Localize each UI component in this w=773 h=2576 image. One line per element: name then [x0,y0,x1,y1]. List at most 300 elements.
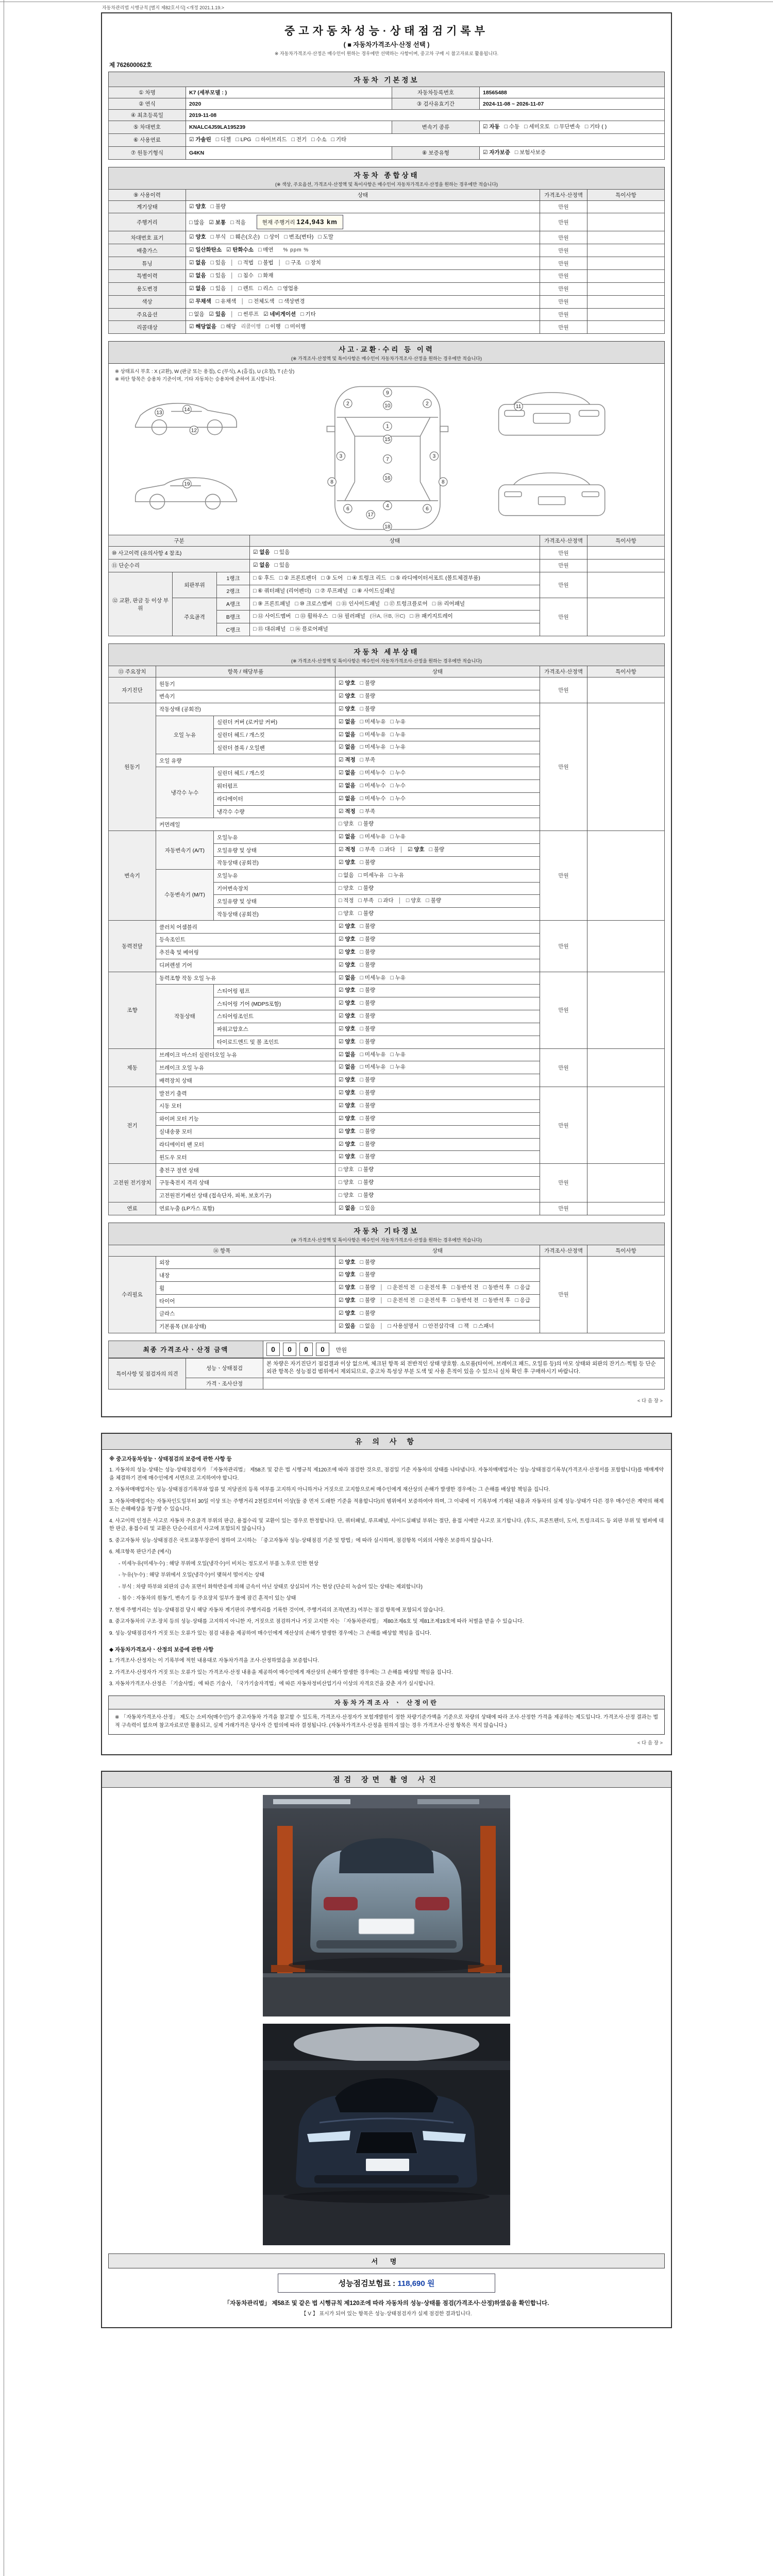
checkbox-unchecked[interactable]: □ 불량 [360,923,376,930]
checkbox-unchecked[interactable]: □ 불량 [360,1013,376,1020]
status-cell [335,1010,540,1023]
checkbox-unchecked[interactable]: □ 미세누유 [360,1051,386,1058]
checkbox-unchecked[interactable]: □ 운전석 후 [419,1284,447,1291]
checkbox-unchecked[interactable]: □ 불량 [360,680,376,687]
checkbox-unchecked[interactable]: □ 누유 [390,731,406,738]
checkbox-checked[interactable]: ☑ 양호 [339,1000,356,1007]
checkbox-unchecked[interactable]: □ 장치 [306,260,321,266]
final-price-label: 최종 가격조사ㆍ산정 금액 [109,1341,263,1358]
checkbox-unchecked[interactable]: □ 양호 [339,821,354,827]
checkbox-unchecked[interactable]: □ ⑭ 필러패널 [332,613,365,620]
checkbox-checked[interactable]: ☑ 양호 [339,692,356,699]
checkbox-unchecked[interactable]: □ 불량 [360,1297,376,1304]
checkbox-unchecked[interactable]: □ 미이행 [285,324,306,330]
status-cell [186,231,540,244]
opinion-who-1: 성능ㆍ상태점검 [186,1358,263,1378]
checkbox-unchecked[interactable]: □ ⑥ 쿼터패널 (리어펜더) [253,587,311,594]
checkbox-unchecked[interactable]: □ 응급 [515,1297,530,1304]
opinion-row-2 [109,1378,665,1389]
notice-item: 7. 현재 주행거리는 성능·상태점검 당시 해당 자동차 계기판의 주행거리를 기록한 것이며, 주행거리의 조작(변조) 여부는 점검 항목에 포함되지 않습니다. [109,1607,445,1613]
checkbox-checked[interactable]: ☑ 없음 [339,1064,356,1071]
checkbox-unchecked[interactable]: □ ④ 트렁크 리드 [347,574,386,581]
checkbox-checked[interactable]: ☑ 없음 [339,834,356,840]
checkbox-checked[interactable]: ☑ 양호 [339,961,356,968]
etc-note: (※ 가격조사·산정액 및 특이사항은 매수인이 자동차가격조사·산정을 원하는 경우에만 적습니다) [291,1237,482,1243]
opinion-table [108,1358,665,1390]
checkbox-checked[interactable]: ☑ 없음 [253,562,270,569]
checkbox-unchecked[interactable]: □ 기타 [300,311,316,317]
panel-row [109,572,665,585]
checkbox-checked[interactable]: ☑ 없음 [339,795,356,802]
checkbox-unchecked[interactable]: □ 누유 [390,1051,406,1058]
panel-number-text: 11 [515,404,522,410]
checkbox-unchecked[interactable]: □ 리스 [258,285,274,292]
checkbox-unchecked[interactable]: □ 구조 [285,260,301,266]
item-label: 구동축전지 격리 상태 [156,1177,335,1190]
panel-items [250,585,540,598]
checkbox-unchecked[interactable]: □ 없음 [339,872,354,878]
checkbox-unchecked[interactable]: □ 불량 [360,961,376,968]
checkbox-unchecked[interactable]: □ ⑧ 사이드실패널 [352,587,395,594]
checkbox-unchecked[interactable]: □ 운전석 전 [388,1297,415,1304]
checkbox-unchecked[interactable]: □ 동반석 후 [483,1297,511,1304]
checkbox-checked[interactable]: ☑ 양호 [339,705,356,712]
comprehensive-row [109,295,665,308]
remark-cell [587,921,665,972]
checkbox-checked[interactable]: ☑ 양호 [339,680,356,687]
checkbox-unchecked[interactable]: □ 부족 [360,846,376,853]
checkbox-checked[interactable]: ☑ 자가보증 [483,149,510,156]
checkbox-unchecked[interactable]: □ 불량 [360,1310,376,1316]
checkbox-unchecked[interactable]: □ 불량 [358,821,374,827]
comprehensive-note: (※ 색상, 주요옵션, 가격조사·산정액 및 특이사항은 매수인이 자동차가격조사·산정을 원하는 경우에만 적습니다) [275,181,498,187]
checkbox-unchecked[interactable]: □ 미세누수 [360,795,386,802]
checkbox-unchecked[interactable]: □ 미세누유 [360,834,386,840]
price-cell: 만원 [540,200,587,213]
status-cell [335,741,540,754]
checkbox-unchecked[interactable]: □ 부족 [360,808,376,815]
checkbox-checked[interactable]: ☑ 양호 [189,203,206,210]
checkbox-checked[interactable]: ☑ 가솔린 [189,136,211,143]
checkbox-unchecked[interactable]: □ 불량 [360,936,376,942]
checkbox-checked[interactable]: ☑ 없음 [339,1205,356,1211]
checkbox-checked[interactable]: ☑ 없음 [189,273,206,279]
remark-cell [587,231,665,244]
checkbox-checked[interactable]: ☑ 양호 [339,948,356,955]
panel-group-label: 주요골격 [173,598,217,636]
checkbox-checked[interactable]: ☑ 해당없음 [189,324,216,330]
checkbox-unchecked[interactable]: □ 불량 [360,1077,376,1083]
remark-cell [587,270,665,283]
checkbox-unchecked[interactable]: □ 적정 [339,897,354,904]
checkbox-unchecked[interactable]: □ 불량 [360,859,376,866]
checkbox-unchecked[interactable]: □ 보험사보증 [514,149,546,156]
status-cell [335,882,540,895]
rank-label: A랭크 [217,598,250,611]
checkbox-unchecked[interactable]: □ 기타 [331,136,347,143]
remark-cell [587,200,665,213]
status-cell [335,779,540,792]
checkbox-unchecked[interactable]: □ 미세누유 [360,974,386,981]
next-page-label-1: < 다 음 장 > [637,1398,663,1404]
status-cell [335,690,540,703]
item-label: 충전구 절연 상태 [156,1164,335,1177]
checkbox-unchecked[interactable]: □ 양호 [339,885,354,891]
item-label: 연료누출 (LP가스 포함) [156,1202,335,1215]
group-label: 조향 [109,972,156,1048]
checkbox-checked[interactable]: ☑ 적정 [339,757,356,764]
remark-cell [587,295,665,308]
status-cell [335,856,540,869]
panel-number-text: 6 [426,506,429,512]
checkbox-unchecked[interactable]: □ 전체도색 [248,298,275,304]
checkbox-unchecked[interactable]: □ 불량 [360,1090,376,1096]
checkbox-unchecked[interactable]: □ 있음 [210,260,226,266]
status-cell [335,934,540,946]
checkbox-unchecked[interactable]: □ 불량 [360,1284,376,1291]
checkbox-checked[interactable]: ☑ 양호 [339,1090,356,1096]
page-title-note: ※ 자동차가격조사·산정은 매수인이 원하는 경우에만 선택하는 사항이며, 중고차 구매 시 참고자료로 활용됩니다. [274,51,499,56]
checkbox-unchecked[interactable]: □ 누유 [389,872,404,878]
item-label: 휠 [156,1282,335,1295]
checkbox-checked[interactable]: ☑ 양호 [339,1115,356,1122]
checkbox-unchecked[interactable]: □ 불량 [358,1166,374,1173]
checkbox-unchecked[interactable]: □ 불량 [360,1038,376,1045]
section-final-price [108,1341,665,1390]
checkbox-unchecked[interactable]: □ 불량 [358,885,374,891]
checkbox-checked[interactable]: ☑ 없음 [253,549,270,556]
checkbox-checked[interactable]: ☑ 있음 [209,311,226,317]
checkbox-unchecked[interactable]: □ 불량 [358,1179,374,1186]
checkbox-unchecked[interactable]: □ ⑪ 인사이드패널 [337,600,380,607]
checkbox-unchecked[interactable]: □ 운전석 전 [388,1284,415,1291]
checkbox-checked[interactable]: ☑ 없음 [339,744,356,751]
checkbox-checked[interactable]: ☑ 없음 [189,285,206,292]
checkbox-unchecked[interactable]: □ 누수 [390,782,406,789]
subgroup-label: 자동변속기 (A/T) [156,831,214,870]
checkbox-unchecked[interactable]: □ 렌트 [238,285,254,292]
checkbox-checked[interactable]: ☑ 양호 [407,846,425,853]
checkbox-unchecked[interactable]: □ 화재 [258,273,274,279]
checkbox-checked[interactable]: ☑ 적정 [339,846,356,853]
checkbox-checked[interactable]: ☑ 양호 [339,1077,356,1083]
remark-cell [587,972,665,1048]
checkbox-checked[interactable]: ☑ 적정 [339,808,356,815]
checkbox-unchecked[interactable]: □ 불량 [360,1025,376,1032]
notice-title: 유 의 사 항 [102,1434,671,1450]
checkbox-checked[interactable]: ☑ 네비게이션 [263,311,296,317]
checkbox-unchecked[interactable]: □ 해당 [221,324,237,330]
checkbox-unchecked[interactable]: □ ⑱ 리어패널 [432,600,465,607]
basic-info-band [108,72,665,87]
checkbox-unchecked[interactable]: □ 과다 [380,846,395,853]
checkbox-unchecked[interactable]: □ 부족 [358,897,374,904]
status-cell [335,677,540,690]
checkbox-checked[interactable]: ☑ 양호 [339,1013,356,1020]
checkbox-unchecked[interactable]: □ 운전석 후 [419,1297,447,1304]
option-separator: │ [380,1298,383,1304]
document-number: 제 762600062호 [109,62,152,69]
checkbox-unchecked[interactable]: □ 있음 [210,273,226,279]
checkbox-unchecked[interactable]: □ 미세누수 [360,770,386,776]
checkbox-unchecked[interactable]: □ 사용설명서 [388,1323,419,1329]
checkbox-unchecked[interactable]: □ 변조(변타) [284,234,314,241]
checkbox-unchecked[interactable]: □ ② 프론트펜더 [279,574,317,581]
checkbox-checked[interactable]: ☑ 양호 [339,1297,356,1304]
device-row [109,1202,665,1215]
checkbox-checked[interactable]: ☑ 양호 [339,1038,356,1045]
checkbox-checked[interactable]: ☑ 없음 [339,974,356,981]
remark-cell [587,321,665,334]
checkbox-checked[interactable]: ☑ 양호 [339,1272,356,1278]
checkbox-unchecked[interactable]: □ 상이 [264,234,280,241]
mileage-box [257,215,343,229]
checkbox-unchecked[interactable]: □ 없음 [360,1323,376,1329]
checkbox-unchecked[interactable]: □ 불량 [358,910,374,917]
checkbox-unchecked[interactable]: □ ① 후드 [253,574,275,581]
checkbox-checked[interactable]: ☑ 양호 [339,1154,356,1160]
checkbox-unchecked[interactable]: □ 스패너 [473,1323,494,1329]
checkbox-unchecked[interactable]: □ 양호 [339,1192,354,1198]
checkbox-unchecked[interactable]: □ 누수 [390,795,406,802]
checkbox-unchecked[interactable]: □ 누유 [390,718,406,725]
checkbox-checked[interactable]: ☑ 양호 [339,1259,356,1265]
rear-view [499,473,605,516]
checkbox-checked[interactable]: ☑ 양호 [339,1284,356,1291]
checkbox-unchecked[interactable]: □ 세미오토 [524,124,550,130]
signature-statement: 「자동차관리법」 제58조 및 같은 법 시행규칙 제120조에 따라 자동차의 성능·상태를 점검(가격조사·산정)하였음을 확인합니다. [224,2300,549,2307]
section-detail [108,643,665,1215]
checkbox-unchecked[interactable]: □ 불법 [258,260,274,266]
checkbox-unchecked[interactable]: □ 불량 [360,987,376,994]
checkbox-unchecked[interactable]: □ 양호 [406,897,422,904]
device-row [109,921,665,934]
checkbox-unchecked[interactable]: □ ⑩ 크로스멤버 [295,600,332,607]
checkbox-unchecked[interactable]: □ 미세누유 [360,718,386,725]
price-cell: 만원 [540,831,587,921]
checkbox-unchecked[interactable]: □ 수동 [504,124,520,130]
checkbox-unchecked[interactable]: □ 불량 [429,846,445,853]
checkbox-checked[interactable]: ☑ 양호 [339,923,356,930]
option-separator: │ [399,847,403,853]
item-label: 작동상태 (공회전) [214,856,335,869]
checkbox-unchecked[interactable]: □ 미세누수 [360,782,386,789]
checkbox-checked[interactable]: ☑ 양호 [339,987,356,994]
basic-row-vin [109,121,665,134]
checkbox-checked[interactable]: ☑ 양호 [339,936,356,942]
checkbox-unchecked[interactable]: □ ⑲ 패키지트레이 [410,613,453,620]
checkbox-unchecked[interactable]: □ ③ 도어 [321,574,343,581]
checkbox-checked[interactable]: ☑ 무채색 [189,298,211,304]
checkbox-unchecked[interactable]: □ 썬루프 [238,311,259,317]
checkbox-unchecked[interactable]: □ 이행 [265,324,281,330]
checkbox-checked[interactable]: ☑ 양호 [339,1141,356,1147]
checkbox-unchecked[interactable]: □ 불량 [360,1259,376,1265]
item-label: 추진축 및 베어링 [156,946,335,959]
checkbox-unchecked[interactable]: □ ⑤ 라디에이터서포트 (볼트체결부품) [391,574,480,581]
checkbox-checked[interactable]: ☑ 없음 [339,731,356,738]
checkbox-unchecked[interactable]: □ LPG [236,136,251,143]
checkbox-unchecked[interactable]: □ 없음 [189,311,205,317]
status-cell [335,921,540,934]
notice-item: 4. 사고이력 인정은 사고로 자동차 주요골격 부위의 판금, 용접수리 및 교환이 있는 경우로 한정합니다. 단, 쿼터패널, 루프패널, 사이드실패널 부위는 절단, 용접 시에만 사고로 표기합니다. (후드, 프론트펜더, 도어, 트렁크리드 등 외판 부위 및 범퍼에 대한 판금, 용접수리 및 교환은 단순수리로서 사고에 포함되지 않습니다.) [109,1518,664,1532]
checkbox-checked[interactable]: ☑ 탄화수소 [226,247,254,253]
checkbox-unchecked[interactable]: □ 불량 [358,1192,374,1198]
panel-group-label: 외판부위 [173,572,217,598]
checkbox-unchecked[interactable]: □ ⑦ 루프패널 [315,587,348,594]
group-label: 자기진단 [109,677,156,703]
etc-item-header: ⑭ 항목 [109,1245,335,1256]
checkbox-unchecked[interactable]: □ 불량 [360,1102,376,1109]
usage-history-header: ⑨ 사용이력 [109,189,186,200]
panel-number-text: 6 [346,506,349,512]
checkbox-unchecked[interactable]: □ 전기 [291,136,307,143]
checkbox-unchecked[interactable]: □ 미세누유 [360,744,386,751]
checkbox-unchecked[interactable]: □ 있음 [274,549,290,556]
checkbox-unchecked[interactable]: □ 양호 [339,1166,354,1173]
checkbox-unchecked[interactable]: □ 불량 [360,1115,376,1122]
status-cell [335,805,540,818]
checkbox-checked[interactable]: ☑ 보통 [209,219,226,226]
checkbox-unchecked[interactable]: □ 있음 [210,285,226,292]
checkbox-unchecked[interactable]: □ 불량 [360,948,376,955]
checkbox-checked[interactable]: ☑ 양호 [339,1025,356,1032]
checkbox-unchecked[interactable]: □ 훼손(오손) [230,234,260,241]
status-cell [335,1202,540,1215]
item-label: 발전기 출력 [156,1087,335,1100]
checkbox-unchecked[interactable]: □ 잭 [459,1323,469,1329]
checkbox-unchecked[interactable]: □ 디젤 [215,136,231,143]
status-cell [335,1138,540,1151]
checkbox-checked[interactable]: ☑ 양호 [339,1102,356,1109]
checkbox-unchecked[interactable]: □ 양호 [339,910,354,917]
panel-items [250,623,540,636]
price-cell: 만원 [540,231,587,244]
checkbox-unchecked[interactable]: □ 동반석 후 [483,1284,511,1291]
panel-number-text: 9 [386,390,389,396]
rank-label: B랭크 [217,611,250,623]
checkbox-checked[interactable]: ☑ 없음 [339,770,356,776]
etc-title: 자동차 기타정보 [354,1227,419,1235]
checkbox-checked[interactable]: ☑ 양호 [339,1128,356,1134]
price-notice-item: 2. 가격조사·산정자가 거짓 또는 오류가 있는 가격조사·산정 내용을 제공하여 매수인에게 재산상의 손해가 발생한 경우에는 그 손해를 배상할 책임을 집니다. [109,1669,453,1675]
checkbox-unchecked[interactable]: □ 누유 [390,1064,406,1071]
checkbox-unchecked[interactable]: □ 불량 [426,897,441,904]
price-cell: 만원 [540,213,587,231]
checkbox-unchecked[interactable]: □ 도말 [318,234,333,241]
checkbox-unchecked[interactable]: □ 불량 [360,1141,376,1147]
checkbox-checked[interactable]: ☑ 없음 [339,1051,356,1058]
checkbox-unchecked[interactable]: □ 있음 [360,1205,376,1211]
status-cell [335,1151,540,1164]
checkbox-unchecked[interactable]: □ 유채색 [215,298,237,304]
checkbox-unchecked[interactable]: □ 많음 [189,219,205,226]
checkbox-unchecked[interactable]: □ 매연 [258,247,274,253]
checkbox-unchecked[interactable]: □ 미세누유 [360,731,386,738]
checkbox-unchecked[interactable]: □ 적음 [230,219,246,226]
checkbox-unchecked[interactable]: □ 양호 [339,1179,354,1186]
checkbox-unchecked[interactable]: □ 불량 [360,1128,376,1134]
checkbox-unchecked[interactable]: □ 누수 [390,770,406,776]
checkbox-unchecked[interactable]: □ 불량 [360,705,376,712]
checkbox-checked[interactable]: ☑ 양호 [339,859,356,866]
checkbox-checked[interactable]: ☑ 자동 [483,124,500,130]
checkbox-unchecked[interactable]: □ 불량 [360,692,376,699]
row-label: 주요옵션 [109,308,186,321]
checkbox-unchecked[interactable]: □ 미세누유 [358,872,384,878]
premium-label: 성능점검보험료 : [338,2279,396,2288]
page-subtitle: ( ■ 자동차가격조사·산정 선택 ) [343,41,430,48]
panel-number-text: 10 [384,403,391,409]
checkbox-unchecked[interactable]: □ 부식 [210,234,226,241]
checkbox-unchecked[interactable]: □ ⑫ 사이드멤버 [253,613,291,620]
item-label: 오일누유 [214,831,335,844]
checkbox-unchecked[interactable]: □ ⑮ 대쉬패널 [253,626,286,633]
checkbox-unchecked[interactable]: □ 색상변경 [279,298,305,304]
checkbox-unchecked[interactable]: □ 적법 [238,260,254,266]
price-cell: 만원 [540,244,587,257]
checkbox-unchecked[interactable]: □ 누유 [390,974,406,981]
remark-cell [587,1256,665,1333]
checkbox-unchecked[interactable]: □ ⑬ 휠하우스 [295,613,328,620]
checkbox-checked[interactable]: ☑ 일산화탄소 [189,247,222,253]
checkbox-checked[interactable]: ☑ 양호 [189,234,206,241]
price-notice-item: 3. 자동차가격조사·산정은 「기술사법」에 따른 기술사, 「국가기술자격법」에 따른 자동차정비산업기사 이상의 자격요건을 갖춘 자가 실시합니다. [109,1681,435,1687]
checkbox-unchecked[interactable]: □ 과다 [378,897,394,904]
checkbox-checked[interactable]: ☑ 있음 [339,1323,356,1329]
checkbox-unchecked[interactable]: □ 응급 [515,1284,530,1291]
item-label: 스티어링조인트 [214,1010,335,1023]
checkbox-unchecked[interactable]: □ ⑨ 프론트패널 [253,600,291,607]
checkbox-unchecked[interactable]: □ 불량 [210,203,226,210]
checkbox-unchecked[interactable]: □ 누유 [390,834,406,840]
panel-items [250,572,540,585]
checkbox-unchecked[interactable]: □ 하이브리드 [256,136,287,143]
checkbox-unchecked[interactable]: □ 동반석 전 [451,1297,479,1304]
subgroup-label: 오일 누유 [156,716,214,754]
checkbox-unchecked[interactable]: □ 침수 [238,273,254,279]
checkbox-unchecked[interactable]: □ 수소 [311,136,327,143]
checkbox-unchecked[interactable]: □ 영업용 [278,285,299,292]
checkbox-unchecked[interactable]: □ 안전삼각대 [423,1323,455,1329]
etc-header-row [109,1245,665,1256]
checkbox-unchecked[interactable]: □ 불량 [360,1000,376,1007]
accident-col-header: 구분 [109,535,250,547]
checkbox-checked[interactable]: ☑ 없음 [189,260,206,266]
checkbox-checked[interactable]: ☑ 없음 [339,782,356,789]
checkbox-checked[interactable]: ☑ 없음 [339,718,356,725]
status-cell [335,946,540,959]
checkbox-unchecked[interactable]: □ 누유 [390,744,406,751]
checkbox-unchecked[interactable]: □ ⑰ 트렁크플로어 [384,600,428,607]
checkbox-unchecked[interactable]: □ ⑯ 플로어패널 [290,626,328,633]
checkbox-unchecked[interactable]: □ 있음 [274,562,290,569]
checkbox-unchecked[interactable]: □ 무단변속 [554,124,580,130]
status-cell [186,308,540,321]
status-cell [335,985,540,997]
checkbox-unchecked[interactable]: □ 불량 [360,1154,376,1160]
checkbox-unchecked[interactable]: □ 미세누유 [360,1064,386,1071]
notice-bullet: - 부식 : 차량 하부와 외판의 금속 표면이 화학반응에 의해 금속이 아닌 상태로 상실되어 가는 현상 (단순히 녹슬어 있는 상태는 제외합니다) [119,1584,423,1590]
final-price-table [108,1341,665,1358]
checkbox-unchecked[interactable]: □ 부족 [360,757,376,764]
option-separator: │ [380,1323,383,1329]
item-label: 등속조인트 [156,934,335,946]
checkbox-unchecked[interactable]: □ 불량 [360,1272,376,1278]
checkbox-unchecked[interactable]: □ 동반석 전 [451,1284,479,1291]
checkbox-unchecked[interactable]: □ 기타 ( ) [584,124,607,130]
checkbox-checked[interactable]: ☑ 양호 [339,1310,356,1316]
